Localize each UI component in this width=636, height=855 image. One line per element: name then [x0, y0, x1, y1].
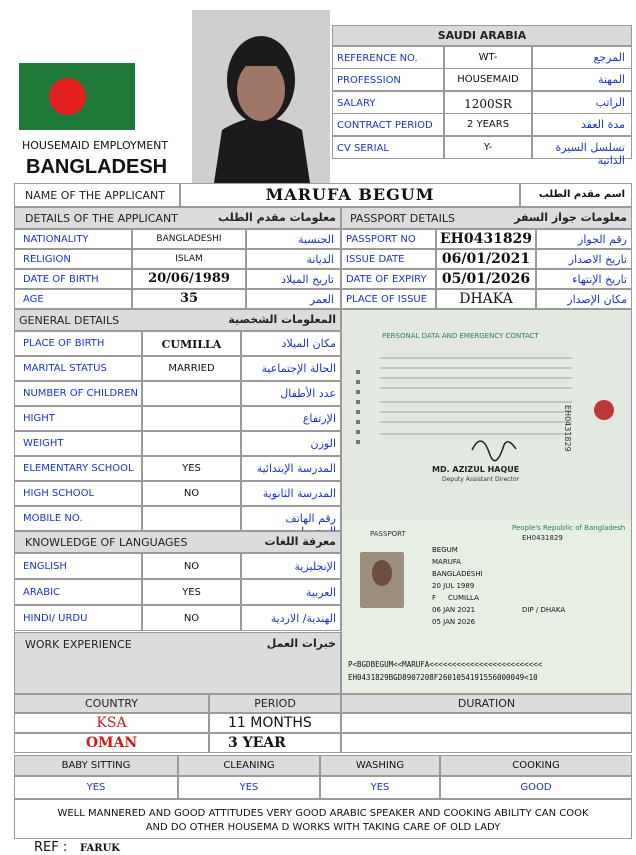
- ref-value: FARUK: [80, 843, 120, 854]
- top-field-value: 2 YEARS: [466, 119, 510, 131]
- top-field-ar: تسلسل السيرة الذاتية: [555, 140, 625, 167]
- general-value-cell: [142, 356, 241, 381]
- detail-value-cell: [132, 269, 246, 289]
- flag-disc: [49, 78, 86, 115]
- general-ar-cell: [241, 431, 341, 456]
- detail-value: ISLAM: [175, 254, 203, 264]
- experience-label: WORK EXPERIENCE: [25, 638, 132, 651]
- name-ar: اسم مقدم الطلب: [538, 189, 625, 200]
- general-label: GENERAL DETAILS: [19, 314, 120, 327]
- applicant-name: MARUFA BEGUM: [265, 185, 435, 204]
- scan-passport-no: EH0431829: [522, 534, 563, 542]
- skill-value-cell: [440, 776, 632, 799]
- exp-period-cell: [209, 733, 341, 753]
- scan-doi: 06 JAN 2021: [432, 606, 476, 614]
- general-field-value: MARRIED: [168, 363, 215, 374]
- top-field-label: CV SERIAL: [337, 142, 389, 154]
- skill-header: COOKING: [512, 760, 560, 771]
- general-field-label: ELEMENTARY SCHOOL: [23, 463, 134, 474]
- skill-value: YES: [239, 782, 259, 793]
- general-ar-cell: [241, 331, 341, 356]
- skill-value-cell: [14, 776, 178, 799]
- applicant-photo-drawing: [192, 10, 330, 183]
- passport-field-label: DATE OF EXPIRY: [346, 274, 427, 285]
- passport-ar-cell: [536, 269, 632, 289]
- general-field-ar: المدرسة الإبتدائية: [256, 462, 336, 475]
- experience-header: [14, 632, 341, 694]
- general-value-cell: [142, 456, 241, 481]
- flag: [19, 63, 135, 130]
- signature-title: Deputy Assistant Director: [442, 476, 520, 483]
- detail-label-cell: [14, 249, 132, 269]
- passport-field-label: ISSUE DATE: [346, 254, 405, 265]
- detail-value: 20/06/1989: [148, 271, 230, 286]
- detail-label-cell: [14, 229, 132, 249]
- general-label-cell: [14, 431, 142, 456]
- exp-duration-cell: [341, 733, 632, 753]
- experience-ar: خبرات العمل: [266, 637, 336, 650]
- language-label-cell: [14, 605, 142, 631]
- exp-country: KSA: [96, 715, 127, 731]
- scan-doe: 05 JAN 2026: [432, 618, 476, 626]
- language-ar: الإنجليزية: [294, 560, 336, 573]
- top-field-label: REFERENCE NO.: [337, 53, 418, 64]
- top-field-label-cell: [332, 46, 444, 69]
- passport-ar: معلومات جواز السفر: [514, 211, 627, 224]
- passport-label-cell: [341, 269, 436, 289]
- general-field-ar: الحالة الإجتماعية: [261, 362, 336, 375]
- detail-label: DATE OF BIRTH: [23, 274, 99, 285]
- language-ar: العربية: [305, 586, 336, 599]
- exp-period-cell: [209, 713, 341, 733]
- general-field-ar: عدد الأطفال: [280, 387, 336, 400]
- country-name: SAUDI ARABIA: [437, 29, 527, 42]
- top-field-ar: المرجع: [593, 51, 625, 64]
- scan-photo: [360, 552, 404, 608]
- detail-ar: الديانة: [306, 253, 334, 266]
- scan-dob: 20 JUL 1989: [432, 582, 475, 590]
- general-value-cell: [142, 481, 241, 506]
- details-ar: معلومات مقدم الطلب: [218, 211, 336, 224]
- passport-field-label: PASSPORT NO: [346, 234, 416, 245]
- passport-scan: [341, 309, 632, 694]
- general-field-ar: الإرتفاع: [302, 412, 336, 425]
- general-label-cell: [14, 381, 142, 406]
- top-field-value: WT-: [478, 52, 498, 63]
- languages-header: [14, 531, 341, 553]
- detail-ar-cell: [246, 229, 341, 249]
- general-value-cell: [142, 431, 241, 456]
- passport-value-cell: [436, 269, 536, 289]
- skill-header: WASHING: [355, 760, 405, 771]
- top-field-ar-cell: [532, 91, 632, 114]
- general-field-ar: رقم الهاتف: [285, 512, 336, 525]
- scan-authority: DIP / DHAKA: [522, 606, 566, 614]
- data-page: [342, 520, 632, 694]
- passport-ar-cell: [536, 289, 632, 309]
- name-label: NAME OF THE APPLICANT: [25, 189, 165, 202]
- general-field-label: NUMBER OF CHILDREN: [23, 388, 139, 399]
- passport-value-cell: [436, 249, 536, 269]
- detail-label: AGE: [23, 294, 44, 305]
- contact-title: PERSONAL DATA AND EMERGENCY CONTACT: [382, 332, 539, 340]
- details-header: [14, 207, 341, 229]
- detail-value-cell: [132, 289, 246, 309]
- top-field-value-cell: [444, 113, 532, 136]
- general-field-label: HIGH SCHOOL: [23, 488, 95, 499]
- general-label-cell: [14, 356, 142, 381]
- scan-photo-face: [372, 560, 392, 586]
- detail-label-cell: [14, 269, 132, 289]
- passport-ar-cell: [536, 249, 632, 269]
- general-value-cell: [142, 406, 241, 431]
- details-label: DETAILS OF THE APPLICANT: [25, 212, 178, 225]
- language-ar-cell: [241, 605, 341, 631]
- general-field-value: CUMILLA: [161, 338, 222, 351]
- name-value-cell: [180, 183, 520, 207]
- top-field-ar: الراتب: [595, 95, 625, 109]
- general-ar-cell: [241, 356, 341, 381]
- top-field-value: Y-: [483, 141, 493, 153]
- detail-value: 35: [179, 291, 199, 306]
- general-field-ar: المدرسة الثانوية: [262, 487, 336, 500]
- passport-label: PASSPORT DETAILS: [350, 212, 455, 225]
- skill-header-cell: [320, 755, 440, 776]
- name-ar-cell: [520, 183, 632, 207]
- passport-field-value: DHAKA: [459, 291, 513, 307]
- top-field-label-cell: [332, 113, 444, 136]
- general-field-value: NO: [183, 488, 200, 499]
- top-field-ar: المهنة: [597, 73, 625, 87]
- detail-ar: تاريخ الميلاد: [281, 273, 334, 286]
- general-ar-cell: [241, 406, 341, 431]
- passport-ar-cell: [536, 229, 632, 249]
- language-label: ARABIC: [23, 587, 61, 598]
- general-field-label: MOBILE NO.: [23, 513, 83, 524]
- skill-value-cell: [320, 776, 440, 799]
- scan-country-title: People's Republic of Bangladesh: [512, 524, 626, 532]
- top-field-ar-cell: [532, 68, 632, 91]
- detail-label-cell: [14, 289, 132, 309]
- scan-given: MARUFA: [432, 558, 461, 566]
- language-value: NO: [183, 561, 200, 572]
- exp-country: OMAN: [85, 735, 138, 751]
- general-field-label: HIGHT: [23, 413, 55, 424]
- language-value: NO: [183, 613, 200, 624]
- scan-vertical-no: EH0431829: [563, 405, 572, 452]
- general-field-label: MARITAL STATUS: [23, 363, 107, 374]
- detail-value: BANGLADESHI: [156, 234, 222, 244]
- country-header: [332, 25, 632, 46]
- contact-lines: [342, 310, 632, 520]
- top-field-label: SALARY: [337, 97, 376, 109]
- general-field-ar: الوزن: [310, 437, 336, 450]
- language-ar-cell: [241, 553, 341, 579]
- general-label-cell: [14, 331, 142, 356]
- detail-value-cell: [132, 249, 246, 269]
- language-value-cell: [142, 605, 241, 631]
- language-ar: الهندية/ الاردية: [270, 612, 336, 625]
- top-field-value-cell: [444, 91, 532, 114]
- skill-value: GOOD: [520, 782, 552, 793]
- skill-value-cell: [178, 776, 320, 799]
- scan-mrz-1: P<BGDBEGUM<<MARUFA<<<<<<<<<<<<<<<<<<<<<<<<<: [348, 660, 543, 669]
- exp-country-cell: [14, 713, 209, 733]
- skill-header-cell: [14, 755, 178, 776]
- language-label-cell: [14, 579, 142, 605]
- scan-mrz-2: EH0431829BGD8907208F2601054191556000049<10: [348, 673, 538, 682]
- remarks-cell: [14, 799, 632, 839]
- passport-field-value: 06/01/2021: [441, 251, 531, 267]
- document-title: HOUSEMAID EMPLOYMENT: [22, 139, 169, 152]
- general-label-cell: [14, 506, 142, 531]
- passport-value-cell: [436, 229, 536, 249]
- language-label: ENGLISH: [23, 561, 67, 572]
- general-label-cell: [14, 406, 142, 431]
- top-field-value: 1200SR: [464, 96, 512, 111]
- general-field-value: YES: [182, 463, 201, 474]
- language-ar-cell: [241, 579, 341, 605]
- exp-country-cell: [14, 733, 209, 753]
- general-label-cell: [14, 456, 142, 481]
- language-label: HINDI/ URDU: [23, 613, 88, 624]
- general-value-cell: [142, 381, 241, 406]
- detail-ar: العمر: [309, 293, 334, 306]
- scan-pob: CUMILLA: [448, 594, 479, 602]
- contact-page: [342, 310, 632, 520]
- skill-value: YES: [86, 782, 106, 793]
- detail-ar-cell: [246, 289, 341, 309]
- skill-header: CLEANING: [223, 760, 275, 771]
- exp-col-period-label: PERIOD: [254, 697, 296, 710]
- exp-period: 11 MONTHS: [228, 715, 312, 731]
- skill-value: YES: [370, 782, 390, 793]
- general-value-cell: [142, 506, 241, 531]
- exp-col-period: [209, 694, 341, 713]
- passport-header: [341, 207, 632, 229]
- detail-value-cell: [132, 229, 246, 249]
- remarks-text: WELL MANNERED AND GOOD ATTITUDES VERY GOOD ARABIC SPEAKER AND COOKING ABILITY CAN COOK AND DO OTHER HOUSEMA D WORKS WITH TAKING CARE OF OLD LADY: [57, 808, 589, 833]
- ref-label: REF :: [34, 840, 68, 855]
- applicant-photo: [192, 10, 330, 183]
- skill-header-cell: [440, 755, 632, 776]
- top-field-label: CONTRACT PERIOD: [337, 120, 433, 132]
- passport-label-cell: [341, 289, 436, 309]
- scan-nationality: BANGLADESHI: [432, 570, 483, 578]
- general-ar-cell: [241, 506, 341, 531]
- passport-field-ar: تاريخ الإنتهاء: [572, 273, 627, 286]
- top-field-value: HOUSEMAID: [457, 74, 519, 86]
- exp-duration-cell: [341, 713, 632, 733]
- passport-field-value: 05/01/2026: [441, 271, 531, 287]
- nation-title: BANGLADESH: [26, 156, 168, 178]
- top-field-ar-cell: [532, 46, 632, 69]
- passport-label-cell: [341, 249, 436, 269]
- passport-label-cell: [341, 229, 436, 249]
- detail-ar-cell: [246, 269, 341, 289]
- top-field-label: PROFESSION: [337, 75, 401, 87]
- detail-ar-cell: [246, 249, 341, 269]
- signature-name: MD. AZIZUL HAQUE: [432, 465, 520, 474]
- general-label-cell: [14, 481, 142, 506]
- skill-header-cell: [178, 755, 320, 776]
- name-label-cell: [14, 183, 180, 207]
- general-ar-cell: [241, 456, 341, 481]
- detail-ar: الجنسية: [298, 233, 334, 246]
- passport-field-value: EH0431829: [439, 231, 533, 247]
- skill-header: BABY SITTING: [61, 760, 131, 771]
- top-field-label-cell: [332, 91, 444, 114]
- language-label-cell: [14, 553, 142, 579]
- top-field-ar-cell: [532, 113, 632, 136]
- passport-field-ar: مكان الإصدار: [567, 293, 627, 306]
- top-field-label-cell: [332, 68, 444, 91]
- general-field-ar: مكان الميلاد: [281, 337, 336, 350]
- general-ar-cell: [241, 381, 341, 406]
- passport-field-ar: تاريخ الاصدار: [568, 253, 627, 266]
- general-value-cell: [142, 331, 241, 356]
- scan-sex: F: [432, 594, 437, 602]
- top-field-value-cell: [444, 136, 532, 159]
- language-value-cell: [142, 553, 241, 579]
- general-ar: المعلومات الشخصية: [228, 313, 336, 326]
- exp-period: 3 YEAR: [228, 735, 286, 751]
- scan-surname: BEGUM: [432, 546, 458, 554]
- exp-col-country: [14, 694, 209, 713]
- passport-field-ar: رقم الجواز: [578, 233, 627, 246]
- top-field-value-cell: [444, 46, 532, 69]
- detail-label: NATIONALITY: [23, 234, 89, 245]
- top-field-ar-cell: [532, 136, 632, 167]
- passport-value-cell: [436, 289, 536, 309]
- language-value: YES: [182, 587, 201, 598]
- general-ar-cell: [241, 481, 341, 506]
- exp-col-duration: [341, 694, 632, 713]
- passport-field-label: PLACE OF ISSUE: [346, 294, 428, 305]
- general-field-label: PLACE OF BIRTH: [23, 338, 105, 349]
- general-header: [14, 309, 341, 331]
- top-field-value-cell: [444, 68, 532, 91]
- detail-label: RELIGION: [23, 254, 71, 265]
- scan-doc-type: PASSPORT: [370, 530, 406, 538]
- exp-col-duration-label: DURATION: [457, 697, 516, 710]
- exp-col-country-label: COUNTRY: [85, 697, 138, 710]
- top-field-ar: مدة العقد: [581, 118, 625, 132]
- general-field-label: WEIGHT: [23, 438, 64, 449]
- language-value-cell: [142, 579, 241, 605]
- top-field-label-cell: [332, 136, 444, 159]
- languages-ar: معرفة اللغات: [264, 535, 336, 548]
- languages-label: KNOWLEDGE OF LANGUAGES: [25, 536, 188, 549]
